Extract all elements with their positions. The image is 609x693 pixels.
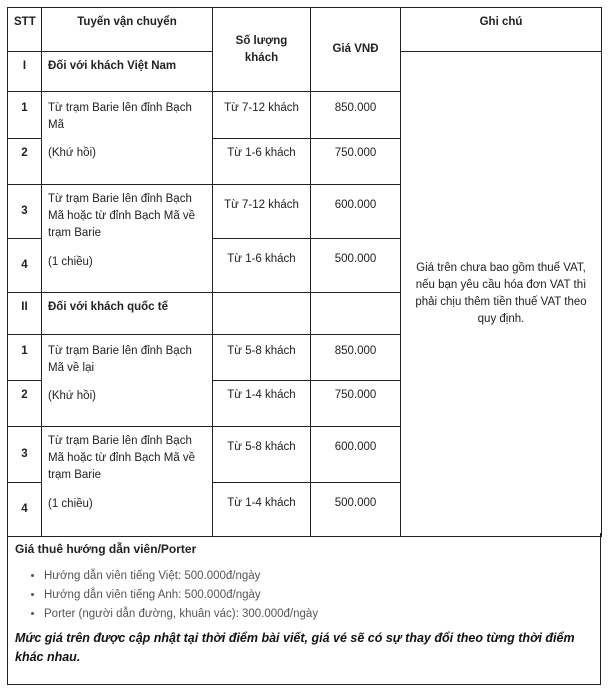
row-stt: 2: [8, 139, 42, 185]
route-text: Từ trạm Barie lên đỉnh Bạch Mã hoặc từ đỉnh Bạch Mã về trạm Barie: [48, 435, 196, 481]
price-cell: 850.000: [311, 335, 401, 381]
note-cell: Giá trên chưa bao gồm thuế VAT, nếu bạn yêu cầu hóa đơn VAT thì phải chịu thêm tiền thuế VAT theo quy định.: [401, 52, 602, 537]
route-text: Từ trạm Barie lên đỉnh Bạch Mã về lại: [48, 345, 192, 374]
header-note: Ghi chú: [401, 8, 602, 52]
price-cell: 750.000: [311, 381, 401, 427]
empty-cell: [311, 293, 401, 335]
list-item: • Porter (người dẫn đường, khuân vác): 300.000đ/ngày: [44, 605, 318, 624]
row-stt: 3: [8, 427, 42, 483]
guests-cell: Từ 7-12 khách: [213, 185, 311, 239]
price-table: [7, 7, 602, 537]
header-stt: STT: [8, 8, 42, 52]
row-stt: 4: [8, 483, 42, 537]
price-cell: 600.000: [311, 185, 401, 239]
footnote: Mức giá trên được cập nhật tại thời điểm bài viết, giá vé sẽ có sự thay đổi theo từng thời điểm khác nhau.: [15, 631, 575, 664]
section-2-stt: II: [8, 293, 42, 335]
route-note: (1 chiều): [48, 256, 93, 268]
guests-cell: Từ 1-4 khách: [213, 483, 311, 537]
header-guests: Số lượng khách: [213, 8, 311, 92]
route-text: Từ trạm Barie lên đỉnh Bạch Mã: [48, 102, 192, 131]
guests-cell: Từ 1-4 khách: [213, 381, 311, 427]
section-1-title: Đối với khách Việt Nam: [42, 52, 213, 92]
list-item: • Hướng dẫn viên tiếng Việt: 500.000đ/ngày: [44, 567, 318, 586]
guests-cell: Từ 1-6 khách: [213, 239, 311, 293]
row-stt: 4: [8, 239, 42, 293]
route-cell: [42, 427, 213, 537]
header-route: Tuyến vận chuyển: [42, 8, 213, 52]
section-1-stt: I: [8, 52, 42, 92]
route-note: (1 chiều): [48, 498, 93, 510]
guests-cell: Từ 7-12 khách: [213, 92, 311, 139]
price-cell: 500.000: [311, 483, 401, 537]
guests-cell: Từ 1-6 khách: [213, 139, 311, 185]
row-stt: 2: [8, 381, 42, 427]
header-row: [8, 8, 602, 52]
header-price: Giá VNĐ: [311, 8, 401, 92]
guide-section: [7, 533, 601, 685]
row-stt: 1: [8, 92, 42, 139]
empty-cell: [213, 293, 311, 335]
guests-cell: Từ 5-8 khách: [213, 427, 311, 483]
guide-list: [28, 567, 318, 624]
route-cell: [42, 335, 213, 427]
guide-title: Giá thuê hướng dẫn viên/Porter: [15, 542, 197, 556]
route-cell: [42, 185, 213, 293]
route-cell: [42, 92, 213, 185]
list-item: • Hướng dẫn viên tiếng Anh: 500.000đ/ngày: [44, 586, 318, 605]
price-cell: 750.000: [311, 139, 401, 185]
price-cell: 850.000: [311, 92, 401, 139]
section-2-title: Đối với khách quốc tế: [42, 293, 213, 335]
route-note: (Khứ hồi): [48, 147, 96, 159]
guests-cell: Từ 5-8 khách: [213, 335, 311, 381]
price-cell: 500.000: [311, 239, 401, 293]
route-text: Từ trạm Barie lên đỉnh Bạch Mã hoặc từ đỉnh Bạch Mã về trạm Barie: [48, 193, 196, 239]
row-stt: 3: [8, 185, 42, 239]
route-note: (Khứ hồi): [48, 390, 96, 402]
row-stt: 1: [8, 335, 42, 381]
price-cell: 600.000: [311, 427, 401, 483]
